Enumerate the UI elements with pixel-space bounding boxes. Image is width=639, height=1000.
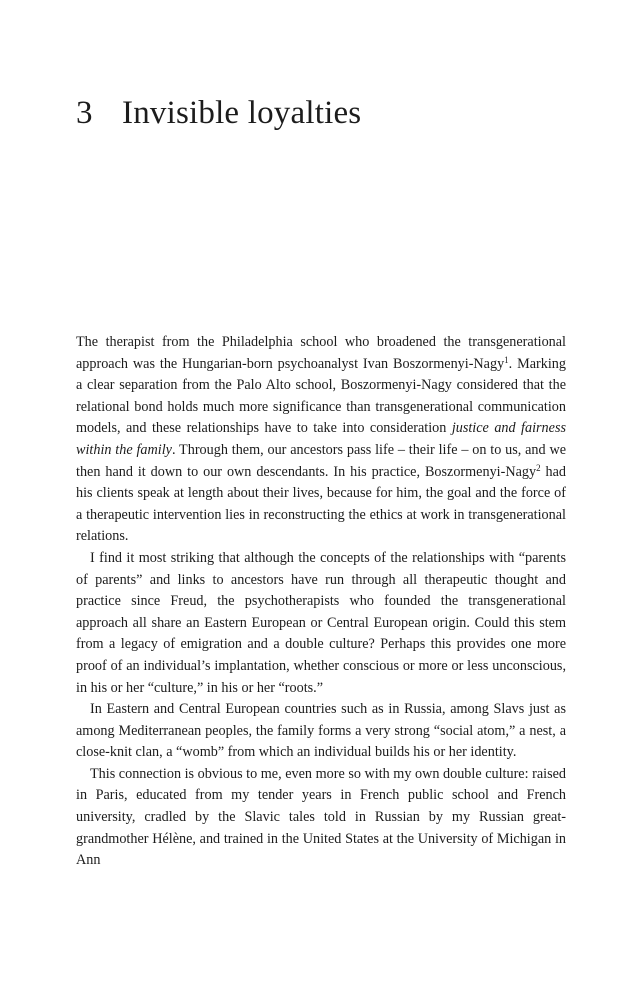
paragraph-text: . Marking a clear separation from the Palo Alto school, Boszormenyi-Nagy considered that the relational bond holds much more significance than transgenerational communication models, and these relationships have to take into consideration: [76, 355, 566, 437]
paragraph-text: This connection is obvious to me, even more so with my own double culture: raised in Paris, educated from my tender years in French public school and French university, cradled by the Slavic tales told in Russian by my Russian great-grandmother Hélène, and trained in the United States at the University of Michigan in Ann: [76, 765, 566, 869]
paragraph-text: had his clients speak at length about their lives, because for him, the goal and the force of a therapeutic intervention lies in reconstructing the ethics at work in transgenerational relations.: [76, 463, 566, 545]
paragraph-text: . Through them, our ancestors pass life – their life – on to us, and we then hand it down to our own descendants. In his practice, Boszormenyi-Nagy: [76, 441, 566, 480]
paragraph-text: In Eastern and Central European countries such as in Russia, among Slavs just as among Mediterranean peoples, the family forms a very strong “social atom,” a nest, a close-knit clan, a “womb” from which an individual builds his or her identity.: [76, 701, 566, 761]
chapter-number: 3: [76, 95, 93, 131]
paragraph: [76, 699, 566, 764]
paragraph: [76, 764, 566, 872]
paragraph-text: The therapist from the Philadelphia school who broadened the transgenerational approach was the Hungarian-born psychoanalyst Ivan Boszormenyi-Nagy: [76, 334, 566, 372]
body-text: [76, 332, 566, 872]
paragraph-text: I find it most striking that although the concepts of the relationships with “parents of parents” and links to ancestors have run through all therapeutic thought and practice since Freud, the psychotherapists who founded the transgenerational approach all share an Eastern European or Central European origin. Could this stem from a legacy of emigration and a double culture? Perhaps this provides one more proof of an individual’s implantation, whether conscious or more or less unconscious, in his or her “culture,” in his or her “roots.”: [76, 549, 566, 696]
chapter-title: Invisible loyalties: [122, 95, 362, 131]
emphasis-text: justice and fairness within the family: [76, 420, 566, 458]
footnote-ref: 1: [504, 354, 509, 365]
paragraph: [76, 548, 566, 699]
footnote-ref: 2: [536, 462, 541, 473]
chapter-heading: [76, 95, 361, 131]
paragraph: [76, 332, 566, 548]
